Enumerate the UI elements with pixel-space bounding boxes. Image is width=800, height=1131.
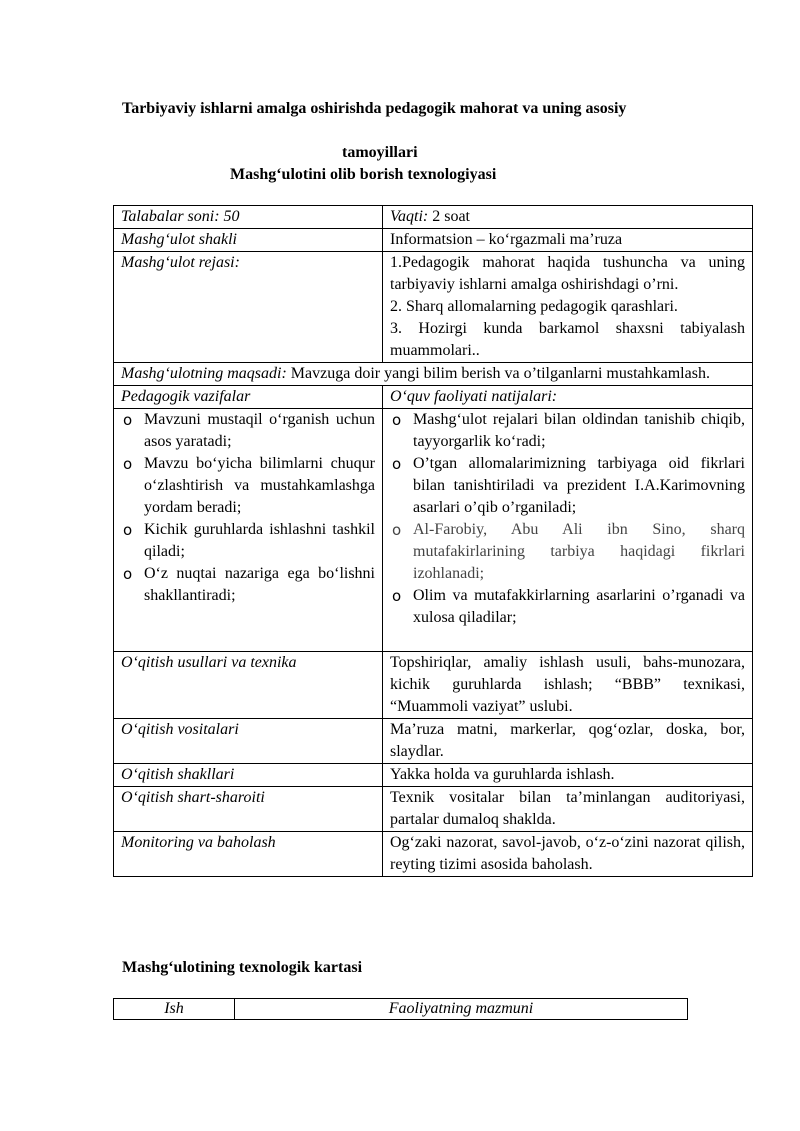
teaching-conditions-label: O‘qitish shart-sharoiti xyxy=(114,787,383,832)
lesson-goal-label: Mashg‘ulotning maqsadi: xyxy=(121,365,287,382)
list-item: o Al-Farobiy, Abu Ali ibn Sino, sharq mutafakirlarining tarbiya haqidagi fikrlari izohlanadi; xyxy=(392,521,745,582)
bullet-icon: o xyxy=(392,411,402,429)
teaching-conditions-value: Texnik vositalar bilan ta’minlangan auditoriyasi, partalar dumaloq shaklda. xyxy=(383,787,753,832)
list-item: o Mavzuni mustaqil o‘rganish uchun asos yaratadi; xyxy=(123,411,375,450)
table-row xyxy=(114,229,753,252)
table-row xyxy=(114,363,753,386)
tasks-list xyxy=(121,409,375,607)
time-label: Vaqti: xyxy=(390,208,429,225)
list-item: o O’tgan allomalarimizning tarbiyaga oid fikrlari bilan tanishtiriladi va prezident I.A.Karimovning asarlari o’qib o’rganiladi; xyxy=(392,455,745,516)
table-row xyxy=(114,206,753,229)
technology-card-table xyxy=(113,998,688,1020)
list-item: o Kichik guruhlarda ishlashni tashkil qiladi; xyxy=(123,521,375,560)
results-header: O‘quv faoliyati natijalari: xyxy=(383,386,753,409)
column-header-content: Faoliyatning mazmuni xyxy=(235,999,688,1020)
table-row xyxy=(114,999,688,1020)
results-cell xyxy=(383,409,753,652)
lesson-goal-value: Mavzuga doir yangi bilim berish va o’tilganlarni mustahkamlash. xyxy=(286,365,710,382)
students-count-cell: Talabalar soni: 50 xyxy=(114,206,383,229)
time-value: 2 soat xyxy=(428,208,470,225)
lesson-plan-label: Mashg‘ulot rejasi: xyxy=(114,252,383,363)
lesson-form-value: Informatsion – ko‘rgazmali ma’ruza xyxy=(383,229,753,252)
table-row xyxy=(114,652,753,719)
results-list xyxy=(390,409,745,629)
table-row xyxy=(114,764,753,787)
tasks-cell xyxy=(114,409,383,652)
monitoring-label: Monitoring va baholash xyxy=(114,832,383,877)
list-item: o Mashg‘ulot rejalari bilan oldindan tanishib chiqib, tayyorgarlik ko‘radi; xyxy=(392,411,745,450)
technology-card-title: Mashg‘ulotining texnologik kartasi xyxy=(122,959,363,976)
teaching-tools-label: O‘qitish vositalari xyxy=(114,719,383,764)
title-continuation: tamoyillari xyxy=(342,144,418,161)
list-item: o O‘z nuqtai nazariga ega bo‘lishni shakllantiradi; xyxy=(123,565,375,604)
bullet-icon: o xyxy=(392,587,402,605)
table-row xyxy=(114,252,753,363)
plan-item: 2. Sharq allomalarning pedagogik qarashlari. xyxy=(390,298,678,315)
teaching-tools-value: Ma’ruza matni, markerlar, qog‘ozlar, doska, bor, slaydlar. xyxy=(383,719,753,764)
teaching-forms-label: O‘qitish shakllari xyxy=(114,764,383,787)
teaching-forms-value: Yakka holda va guruhlarda ishlash. xyxy=(383,764,753,787)
teaching-methods-value: Topshiriqlar, amaliy ishlash usuli, bahs-munozara, kichik guruhlarda ishlash; “BBB” texnikasi, “Muammoli vaziyat” uslubi. xyxy=(383,652,753,719)
table-row xyxy=(114,787,753,832)
lesson-technology-heading: Mashg‘ulotini olib borish texnologiyasi xyxy=(230,166,497,183)
tasks-header: Pedagogik vazifalar xyxy=(114,386,383,409)
time-cell xyxy=(383,206,753,229)
monitoring-value: Og‘zaki nazorat, savol-javob, o‘z-o‘zini nazorat qilish, reyting tizimi asosida baholash. xyxy=(383,832,753,877)
plan-item: 3. Hozirgi kunda barkamol shaxsni tabiyalash muammolari.. xyxy=(390,320,745,359)
lesson-info-table xyxy=(113,205,753,877)
table-row xyxy=(114,719,753,764)
list-item: o Olim va mutafakkirlarning asarlarini o’rganadi va xulosa qiladilar; xyxy=(392,587,745,626)
bullet-icon: o xyxy=(392,521,402,539)
bullet-icon: o xyxy=(392,455,402,473)
table-row xyxy=(114,386,753,409)
plan-item: 1.Pedagogik mahorat haqida tushuncha va uning tarbiyaviy ishlarni amalga oshirishdagi o’rni. xyxy=(390,254,745,293)
table-row xyxy=(114,832,753,877)
teaching-methods-label: O‘qitish usullari va texnika xyxy=(114,652,383,719)
document-title: Tarbiyaviy ishlarni amalga oshirishda pedagogik mahorat va uning asosiy xyxy=(122,100,627,117)
lesson-form-label: Mashg‘ulot shakli xyxy=(114,229,383,252)
column-header-stage: Ish xyxy=(114,999,235,1020)
bullet-icon: o xyxy=(123,565,133,583)
table-row xyxy=(114,409,753,652)
bullet-icon: o xyxy=(123,455,133,473)
bullet-icon: o xyxy=(123,521,133,539)
lesson-plan-list xyxy=(383,252,753,363)
lesson-goal-cell xyxy=(114,363,753,386)
list-item: o Mavzu bo‘yicha bilimlarni chuqur o‘zlashtirish va mustahkamlashga yordam beradi; xyxy=(123,455,375,516)
bullet-icon: o xyxy=(123,411,133,429)
